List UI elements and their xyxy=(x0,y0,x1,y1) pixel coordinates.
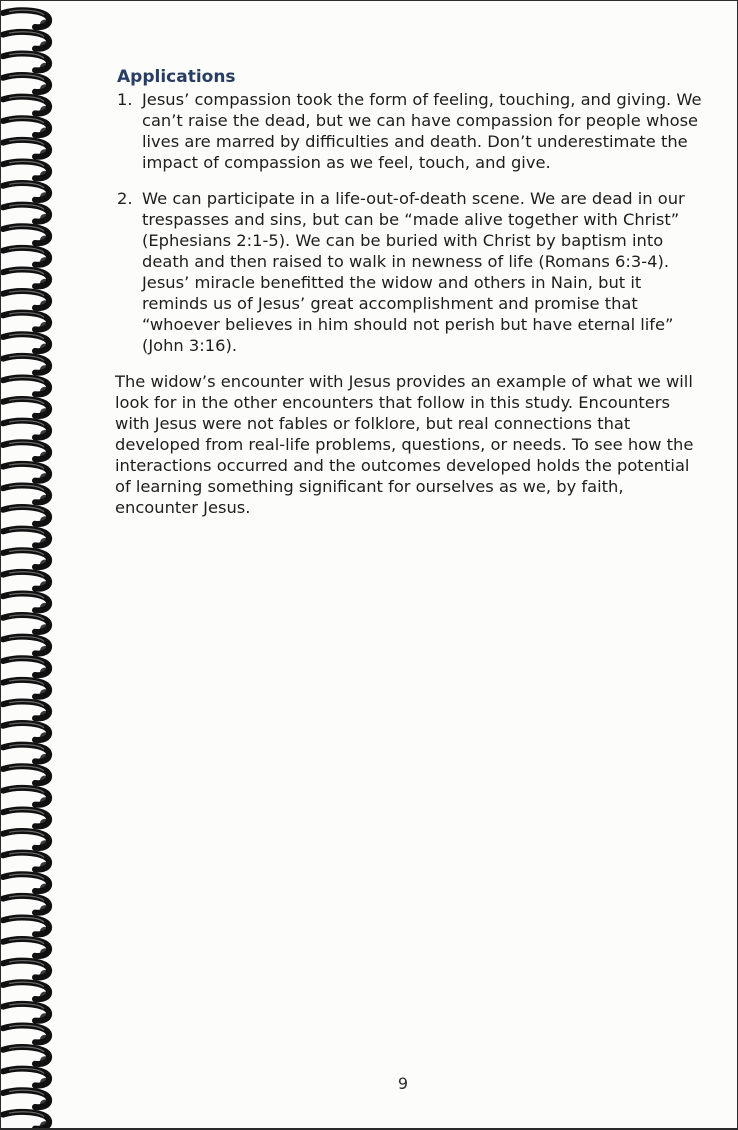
item-text: Jesus’ compassion took the form of feeling, touching, and giving. We can’t raise the dead, but we can have compassion for people whose lives are marred by difficulties and death. Don’t underestimate the impact of compassion as we feel, touch, and give. xyxy=(142,90,702,172)
binding-coil xyxy=(3,183,49,200)
binding-coil xyxy=(3,464,49,481)
binding-coil xyxy=(3,226,49,243)
binding-coil xyxy=(3,162,49,179)
binding-coil xyxy=(3,270,49,287)
binding-coil xyxy=(3,896,49,913)
application-item xyxy=(115,188,705,356)
binding-coil xyxy=(3,378,49,395)
binding-coil xyxy=(3,356,49,373)
binding-coil xyxy=(3,874,49,891)
page-number: 9 xyxy=(397,1074,409,1093)
binding-coil xyxy=(3,766,49,783)
binding-coil xyxy=(3,853,49,870)
binding-coil xyxy=(3,702,49,719)
binding-coil xyxy=(3,507,49,524)
binding-coil xyxy=(3,1047,49,1064)
binding-coil xyxy=(3,205,49,222)
binding-coil xyxy=(3,529,49,546)
binding-coil xyxy=(3,291,49,308)
document-page xyxy=(1,1,737,1128)
binding-coil xyxy=(3,680,49,697)
binding-coil xyxy=(3,982,49,999)
application-item xyxy=(115,89,705,173)
binding-coil xyxy=(3,550,49,567)
binding-coil xyxy=(3,745,49,762)
binding-coil xyxy=(3,10,49,27)
binding-coil xyxy=(3,810,49,827)
binding-coil xyxy=(3,918,49,935)
binding-coil xyxy=(3,32,49,49)
binding-coil xyxy=(3,594,49,611)
binding-coil xyxy=(3,1004,49,1021)
item-number: 2. xyxy=(117,189,133,208)
binding-coil xyxy=(3,248,49,265)
binding-coil xyxy=(3,54,49,71)
binding-coil xyxy=(3,97,49,114)
spiral-binding xyxy=(1,1,71,1128)
binding-coil xyxy=(3,637,49,654)
binding-coil xyxy=(3,961,49,978)
item-text: We can participate in a life-out-of-death scene. We are dead in our trespasses and sins, but can be “made alive together with Christ” (Ephesians 2:1-5). We can be buried with Christ by baptism into death and then raised to walk in newness of life (Romans 6:3-4). Jesus’ miracle benefitted the widow and others in Nain, but it reminds us of Jesus’ great accomplishment and promise that “whoever believes in him should not perish but have eternal life” (John 3:16). xyxy=(142,189,685,355)
binding-coil xyxy=(3,831,49,848)
applications-heading: Applications xyxy=(117,67,236,87)
binding-coil xyxy=(3,313,49,330)
binding-coil xyxy=(3,572,49,589)
binding-coil xyxy=(3,334,49,351)
binding-coil xyxy=(3,421,49,438)
page-content xyxy=(115,65,705,518)
item-number: 1. xyxy=(117,90,133,109)
binding-coil xyxy=(3,399,49,416)
binding-coil xyxy=(3,615,49,632)
binding-coil xyxy=(3,723,49,740)
binding-coil xyxy=(3,1026,49,1043)
binding-coil xyxy=(3,658,49,675)
binding-coil xyxy=(3,788,49,805)
binding-coil xyxy=(3,118,49,135)
binding-coil xyxy=(3,75,49,92)
binding-coil xyxy=(3,140,49,157)
body-paragraph: The widow’s encounter with Jesus provides an example of what we will look for in the other encounters that follow in this study. Encounters with Jesus were not fables or folklore, but real connections that developed from real-life problems, questions, or needs. To see how the interactions occurred and the outcomes developed holds the potential of learning something significant for ourselves as we, by faith, encounter Jesus. xyxy=(115,372,694,517)
binding-coil xyxy=(3,939,49,956)
binding-coil xyxy=(3,486,49,503)
binding-coil xyxy=(3,442,49,459)
binding-coil xyxy=(3,1112,49,1128)
applications-list xyxy=(115,89,705,356)
